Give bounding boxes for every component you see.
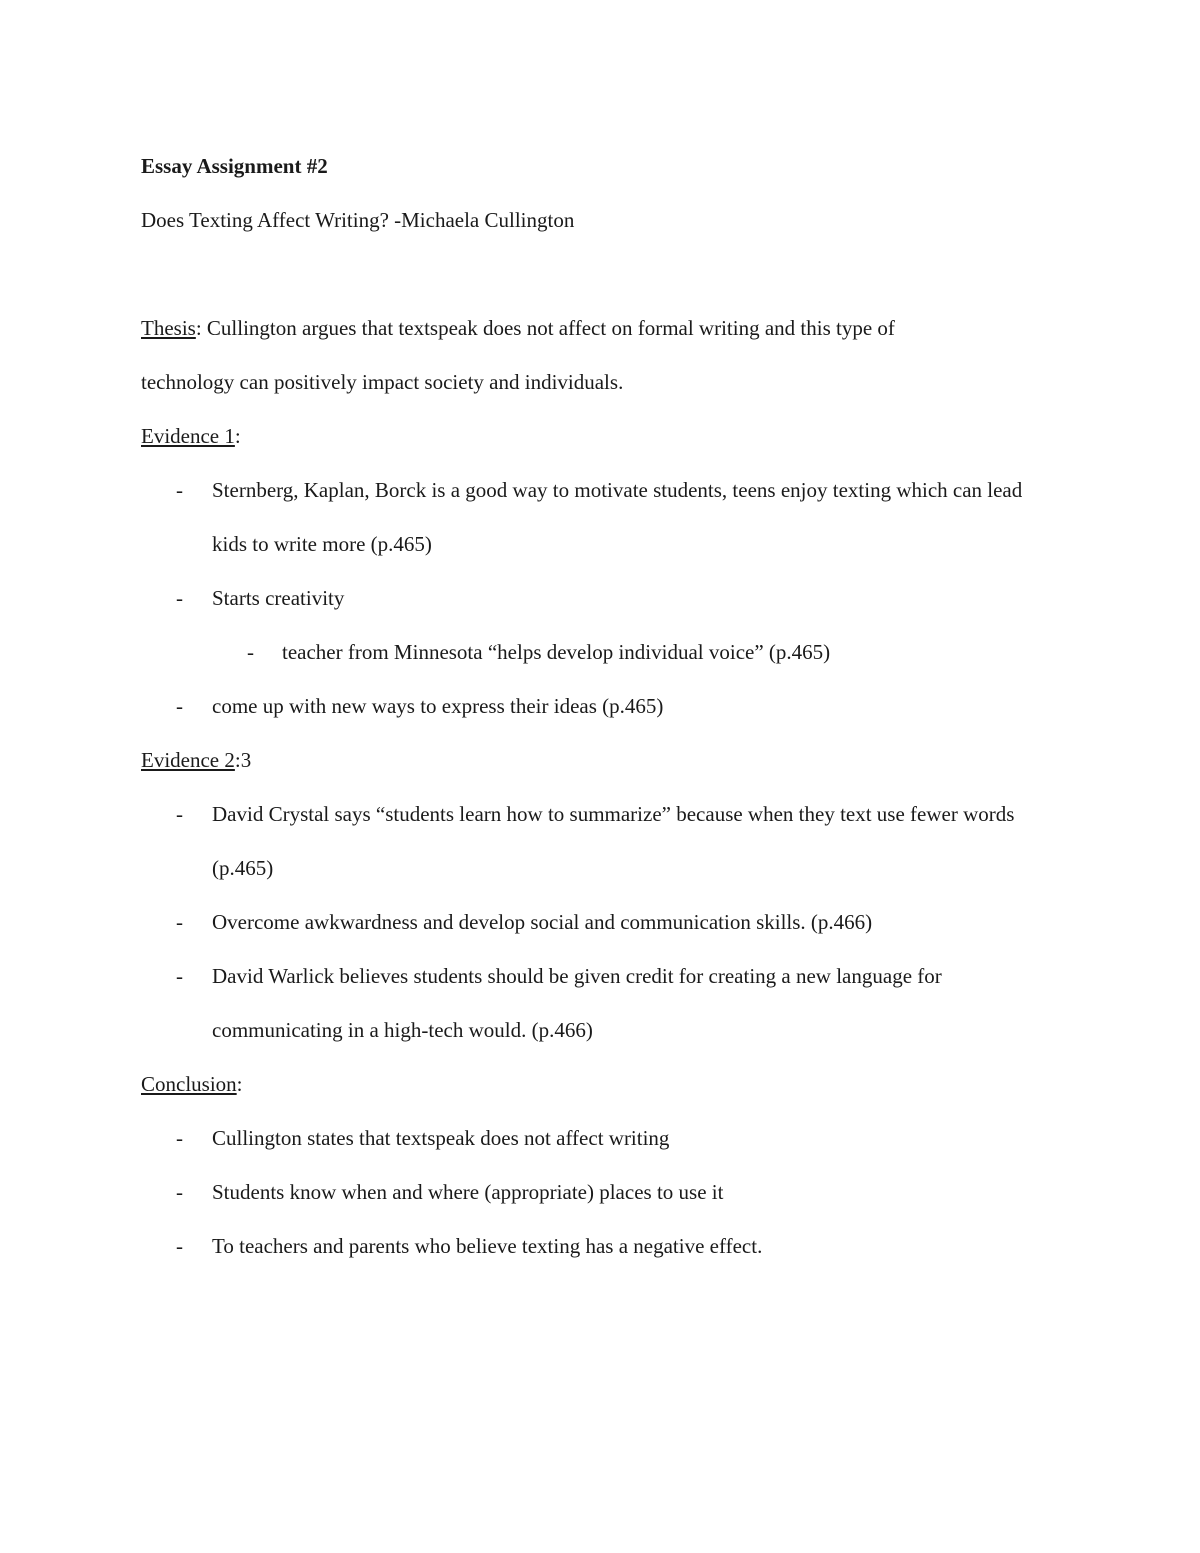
evidence-1-list (141, 463, 1061, 733)
list-item (141, 787, 1061, 895)
conclusion-label: Conclusion (141, 1072, 237, 1096)
thesis-text-1: : Cullington argues that textspeak does not affect on formal writing and this type of (195, 316, 895, 340)
dash-bullet: - (176, 586, 183, 610)
list-item-text: David Warlick believes students should be given credit for creating a new language for communicating in a high-tech would. (p.466) (212, 964, 942, 1042)
thesis-label: Thesis (141, 316, 196, 340)
evidence-1-heading (141, 409, 1061, 463)
dash-bullet: - (247, 640, 254, 664)
evidence-2-label: Evidence 2 (141, 748, 235, 772)
list-item-text: David Crystal says “students learn how to summarize” because when they text use fewer words (p.465) (212, 802, 1015, 880)
document-title: Essay Assignment #2 (141, 154, 328, 178)
dash-bullet: - (176, 694, 183, 718)
list-item-text: Starts creativity (212, 586, 345, 610)
list-item-nested (141, 625, 1061, 679)
list-item-text: come up with new ways to express their ideas (p.465) (212, 694, 664, 718)
thesis-line-1 (141, 301, 1061, 355)
dash-bullet: - (176, 478, 183, 502)
document-body (141, 139, 1061, 1273)
dash-bullet: - (176, 964, 183, 988)
dash-bullet: - (176, 1234, 183, 1258)
list-item (141, 463, 1061, 571)
evidence-2-suffix: :3 (234, 748, 252, 772)
list-item-text: To teachers and parents who believe texting has a negative effect. (212, 1234, 763, 1258)
evidence-2-heading (141, 733, 1061, 787)
list-item-text: Overcome awkwardness and develop social and communication skills. (p.466) (212, 910, 873, 934)
evidence-1-label: Evidence 1 (141, 424, 235, 448)
list-item-text: Cullington states that textspeak does not affect writing (212, 1126, 670, 1150)
conclusion-list (141, 1111, 1061, 1273)
evidence-2-list (141, 787, 1061, 1057)
dash-bullet: - (176, 802, 183, 826)
list-item (141, 679, 1061, 733)
thesis-line-2: technology can positively impact society and individuals. (141, 370, 624, 394)
list-item (141, 895, 1061, 949)
list-item (141, 571, 1061, 625)
conclusion-suffix: : (236, 1072, 243, 1096)
list-item (141, 1165, 1061, 1219)
list-item (141, 1219, 1061, 1273)
dash-bullet: - (176, 1126, 183, 1150)
dash-bullet: - (176, 1180, 183, 1204)
list-item-text: Sternberg, Kaplan, Borck is a good way to motivate students, teens enjoy texting which can lead kids to write more (p.465) (212, 478, 1023, 556)
conclusion-heading (141, 1057, 1061, 1111)
document-subtitle: Does Texting Affect Writing? -Michaela Cullington (141, 208, 575, 232)
list-item-text: Students know when and where (appropriate) places to use it (212, 1180, 724, 1204)
list-item (141, 1111, 1061, 1165)
evidence-1-suffix: : (234, 424, 241, 448)
dash-bullet: - (176, 910, 183, 934)
list-item (141, 949, 1061, 1057)
list-item-text: teacher from Minnesota “helps develop individual voice” (p.465) (282, 640, 831, 664)
